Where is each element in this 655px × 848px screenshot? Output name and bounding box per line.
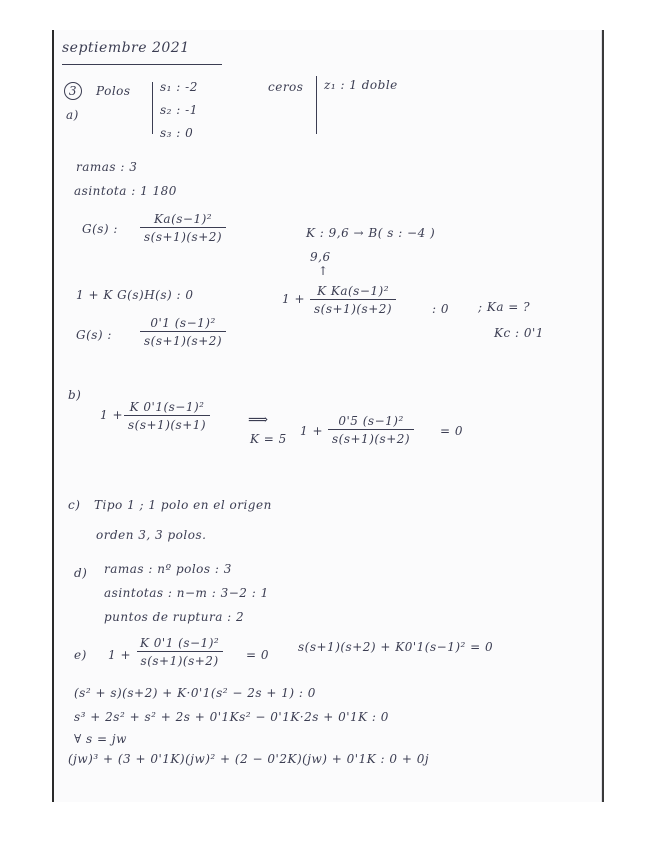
question-number-circle bbox=[64, 82, 82, 100]
d-line-3: puntos de ruptura : 2 bbox=[104, 610, 245, 624]
ramas-line: ramas : 3 bbox=[76, 160, 138, 174]
b-rhs-suffix: = 0 bbox=[440, 424, 464, 438]
b-lhs-fraction bbox=[124, 400, 210, 432]
d-line-2: asintotas : n−m : 3−2 : 1 bbox=[104, 586, 269, 600]
e-numerator: K 0'1 (s−1)² bbox=[140, 636, 220, 650]
e-line-4: ∀ s = jw bbox=[74, 732, 127, 746]
b-rhs-denominator: s(s+1)(s+2) bbox=[328, 429, 414, 446]
e-rhs: s(s+1)(s+2) + K0'1(s−1)² = 0 bbox=[298, 640, 494, 654]
pole-1: s₁ : -2 bbox=[160, 80, 198, 94]
g2-numerator: 0'1 (s−1)² bbox=[150, 316, 216, 330]
char-eq-numerator: K Ka(s−1)² bbox=[317, 284, 389, 298]
c-line-2: orden 3, 3 polos. bbox=[96, 528, 207, 542]
g2-lhs: G(s) : bbox=[76, 328, 112, 342]
g-denominator: s(s+1)(s+2) bbox=[140, 227, 226, 244]
part-e-label: e) bbox=[74, 648, 87, 662]
question-number: 3 bbox=[68, 84, 78, 98]
g2-fraction bbox=[140, 316, 226, 348]
e-prefix: 1 + bbox=[108, 648, 132, 662]
ka-question: ; Ka = ? bbox=[478, 300, 531, 314]
poles-brace bbox=[152, 82, 153, 134]
char-eq-fraction bbox=[310, 284, 396, 316]
g-numerator: Ka(s−1)² bbox=[153, 212, 213, 226]
pole-3: s₃ : 0 bbox=[160, 126, 194, 140]
implies-arrow-icon: ⟹ bbox=[248, 412, 269, 428]
char-eq-suffix: : 0 bbox=[432, 302, 449, 316]
title-underline bbox=[62, 64, 222, 65]
char-eq-prefix: 1 + bbox=[282, 292, 306, 306]
pole-2: s₂ : -1 bbox=[160, 103, 198, 117]
e-line-2: (s² + s)(s+2) + K·0'1(s² − 2s + 1) : 0 bbox=[74, 686, 316, 700]
k-note: K : 9,6 → B( s : −4 ) bbox=[306, 226, 436, 240]
e-line-3: s³ + 2s² + s² + 2s + 0'1Ks² − 0'1K·2s + 0'1K : 0 bbox=[74, 710, 389, 724]
g-fraction bbox=[140, 212, 226, 244]
c-line-1: Tipo 1 ; 1 polo en el origen bbox=[94, 498, 272, 512]
char-eq-lhs: 1 + K G(s)H(s) : 0 bbox=[76, 288, 194, 302]
ceros-label: ceros bbox=[268, 80, 304, 94]
b-lhs-denominator: s(s+1)(s+1) bbox=[124, 415, 210, 432]
part-c-label: c) bbox=[68, 498, 81, 512]
b-lhs-numerator: K 0'1(s−1)² bbox=[129, 400, 205, 414]
part-a-label: a) bbox=[66, 108, 79, 122]
part-d-label: d) bbox=[74, 566, 88, 580]
b-rhs-prefix: 1 + bbox=[300, 424, 324, 438]
asintota-line: asintota : 1 180 bbox=[74, 184, 177, 198]
e-suffix: = 0 bbox=[246, 648, 270, 662]
zeros-brace bbox=[316, 76, 317, 134]
up-arrow-icon: ↑ bbox=[318, 264, 329, 278]
e-line-5: (jw)³ + (3 + 0'1K)(jw)² + (2 − 0'2K)(jw) + 0'1K : 0 + 0j bbox=[68, 752, 430, 766]
b-lhs-prefix: 1 + bbox=[100, 408, 124, 422]
b-rhs-fraction bbox=[328, 414, 414, 446]
b-rhs-numerator: 0'5 (s−1)² bbox=[338, 414, 404, 428]
k-arrow-value: 9,6 bbox=[310, 250, 331, 264]
b-k-equals: K = 5 bbox=[250, 432, 287, 446]
e-denominator: s(s+1)(s+2) bbox=[137, 651, 223, 668]
polos-label: Polos bbox=[96, 84, 131, 98]
d-line-1: ramas : nº polos : 3 bbox=[104, 562, 232, 576]
zero-1: z₁ : 1 doble bbox=[324, 78, 398, 92]
part-b-label: b) bbox=[68, 388, 82, 402]
kc-value: Kc : 0'1 bbox=[494, 326, 544, 340]
g2-denominator: s(s+1)(s+2) bbox=[140, 331, 226, 348]
char-eq-denominator: s(s+1)(s+2) bbox=[310, 299, 396, 316]
g-lhs: G(s) : bbox=[82, 222, 118, 236]
date-title: septiembre 2021 bbox=[62, 40, 190, 56]
e-fraction bbox=[136, 636, 223, 668]
